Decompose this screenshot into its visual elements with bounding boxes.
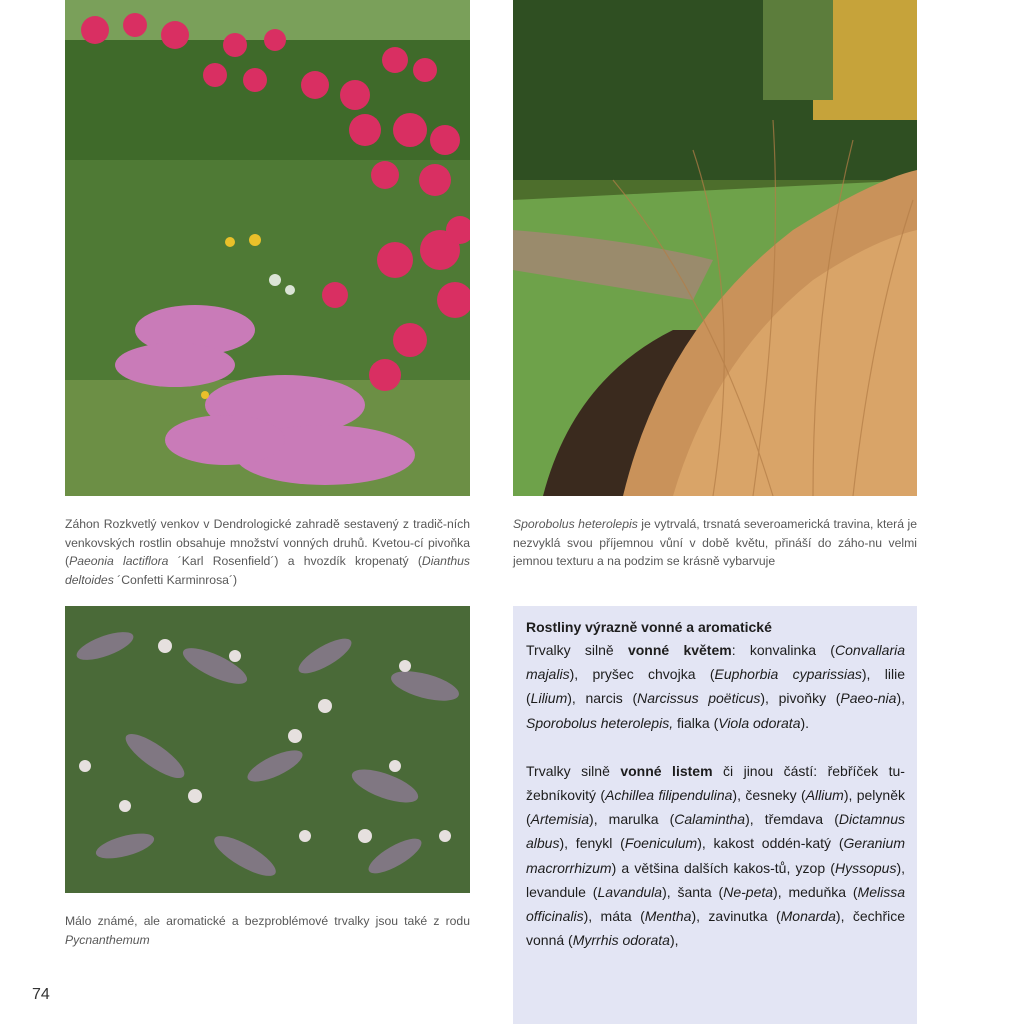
grass-photo-caption <box>513 515 917 571</box>
emphasis-text: vonné květem <box>627 642 732 658</box>
caption-text: Záhon Rozkvetlý venkov v Dendrologické zahradě sestavený z tradič-ních venkovských rostlin obsahuje množství vonných druhů. Kvetou-cí pivoňka ( <box>65 517 470 568</box>
latin-name: Euphorbia cyparissias <box>714 666 862 683</box>
caption-text: ´Confetti Karminrosa´) <box>113 572 238 587</box>
body-text: ), pryšec chvojka ( <box>569 666 715 683</box>
body-text: ), narcis ( <box>567 690 638 707</box>
body-text: : konvalinka ( <box>731 642 835 658</box>
latin-name: Monarda <box>780 908 836 925</box>
body-text: Trvalky silně <box>526 642 628 658</box>
latin-name: Narcissus poëticus <box>637 690 761 707</box>
latin-name: Paeo-nia <box>840 690 897 707</box>
body-text: ), fenykl ( <box>559 835 625 852</box>
latin-name: Lilium <box>530 690 568 707</box>
body-text: ), zavinutka ( <box>691 908 781 925</box>
emphasis-text: vonné listem <box>620 762 713 779</box>
infobox-title: Rostliny výrazně vonné a aromatické <box>526 619 772 635</box>
latin-name: Ne-peta <box>723 883 774 900</box>
latin-name: Geranium macrorrhizum <box>526 835 905 876</box>
caption-text: je vytrvalá, trsnatá severoamerická travina, která je nezvyklá svou příjemnou vůní v době květu, přináší do záho-nu velmi jemnou texturu a na podzim se krásně vybarvuje <box>513 517 918 568</box>
body-text: ), čechřice vonná ( <box>526 908 905 949</box>
peony-flowerbed-photo <box>65 0 470 496</box>
peony-photo-caption <box>65 515 470 589</box>
body-text: ), meduňka ( <box>773 883 858 900</box>
latin-name: Mentha <box>644 908 692 925</box>
latin-name: Calamintha <box>674 811 746 828</box>
body-text: ), máta ( <box>583 908 645 925</box>
latin-name: Artemisia <box>530 811 590 828</box>
body-text: ), marulka ( <box>589 811 675 828</box>
infobox-paragraph-flowers <box>526 638 905 735</box>
body-text: ), třemdava ( <box>745 811 839 828</box>
pycnanthemum-photo-caption <box>65 912 470 949</box>
caption-latin-name: Pycnanthemum <box>65 932 150 947</box>
pycnanthemum-photo <box>65 606 470 893</box>
caption-text: ´Karl Rosenfield´) a hvozdík kropenatý ( <box>168 554 422 568</box>
latin-name: Convallaria majalis <box>526 642 906 683</box>
latin-name: Hyssopus <box>834 859 897 876</box>
latin-name: Lavandula <box>597 883 663 900</box>
caption-latin-name: Sporobolus heterolepis <box>513 517 638 531</box>
latin-name: Melissa officinalis <box>526 883 906 925</box>
body-text: ), pelyněk ( <box>526 787 905 828</box>
body-text: ), šanta ( <box>662 883 724 900</box>
body-text: ). <box>800 714 810 731</box>
caption-latin-name: Paeonia lactiflora <box>69 554 169 568</box>
latin-name: Dictamnus albus <box>526 811 905 852</box>
latin-name: Myrrhis odorata <box>572 932 670 949</box>
body-text: ), <box>896 690 905 707</box>
fragrant-plants-infobox <box>513 606 917 1024</box>
body-text: ), <box>669 932 679 949</box>
latin-name: Sporobolus heterolepis, <box>526 714 674 731</box>
body-text: či jinou částí: řebříček tu-žebníkovitý ( <box>526 762 905 804</box>
sporobolus-grass-photo <box>513 0 917 496</box>
body-text: ), lilie ( <box>526 666 905 707</box>
latin-name: Achillea filipendulina <box>605 787 733 804</box>
caption-latin-name: Dianthus deltoides <box>65 554 470 587</box>
body-text: ), levandule ( <box>526 859 905 900</box>
latin-name: Foeniculum <box>624 835 698 852</box>
caption-text: Málo známé, ale aromatické a bezproblémové trvalky jsou také z rodu <box>65 914 470 928</box>
body-text: ), kakost oddén-katý ( <box>697 835 844 852</box>
latin-name: Viola odorata <box>718 714 801 731</box>
body-text: fialka ( <box>673 714 719 731</box>
latin-name: Allium <box>805 787 844 804</box>
body-text: ), pivoňky ( <box>760 690 841 707</box>
page-number: 74 <box>32 986 50 1003</box>
infobox-paragraph-leaves <box>526 759 905 953</box>
body-text: Trvalky silně <box>526 762 621 779</box>
body-text: ), česneky ( <box>732 787 806 804</box>
body-text: ) a většina dalších kakos-tů, yzop ( <box>611 859 835 876</box>
